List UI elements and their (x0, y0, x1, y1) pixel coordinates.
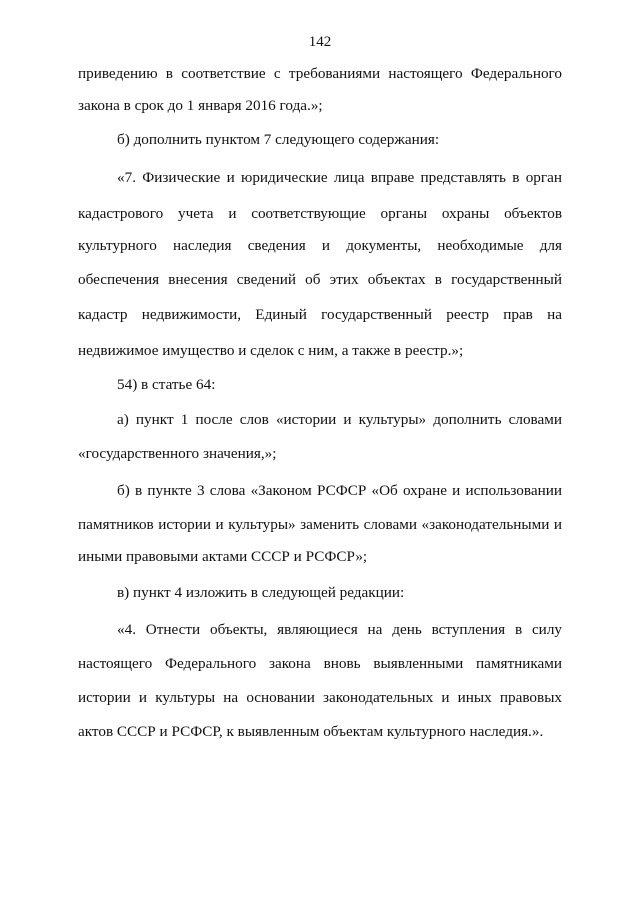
text-line: в) пункт 4 изложить в следующей редакции: (117, 584, 405, 601)
text-line: памятников истории и культуры» заменить словами «законодательными и (78, 516, 562, 533)
text-line: 54) в статье 64: (117, 376, 216, 393)
text-line: «государственного значения,»; (78, 445, 277, 462)
text-line: истории и культуры на основании законодательных и иных правовых (78, 689, 562, 706)
text-line: актов СССР и РСФСР, к выявленным объектам культурного наследия.». (78, 723, 544, 740)
text-line: «4. Отнести объекты, являющиеся на день вступления в силу (117, 621, 562, 638)
text-line: культурного наследия сведения и документы, необходимые для (78, 237, 562, 254)
text-line: обеспечения внесения сведений об этих объектах в государственный (78, 271, 562, 288)
text-line: кадастрового учета и соответствующие органы охраны объектов (78, 205, 562, 222)
text-line: а) пункт 1 после слов «истории и культуры» дополнить словами (117, 411, 562, 428)
page-number: 142 (308, 34, 332, 50)
text-line: недвижимое имущество и сделок с ним, а также в реестр.»; (78, 342, 464, 359)
text-line: «7. Физические и юридические лица вправе представлять в орган (117, 169, 562, 186)
text-line: закона в срок до 1 января 2016 года.»; (78, 97, 323, 114)
text-line: б) в пункте 3 слова «Законом РСФСР «Об охране и использовании (117, 482, 562, 499)
text-line: иными правовыми актами СССР и РСФСР»; (78, 548, 368, 565)
text-line: б) дополнить пунктом 7 следующего содержания: (117, 131, 440, 148)
text-line: кадастр недвижимости, Единый государственный реестр прав на (78, 306, 562, 323)
text-line: настоящего Федерального закона вновь выявленными памятниками (78, 655, 562, 672)
text-line: приведению в соответствие с требованиями настоящего Федерального (78, 65, 562, 82)
